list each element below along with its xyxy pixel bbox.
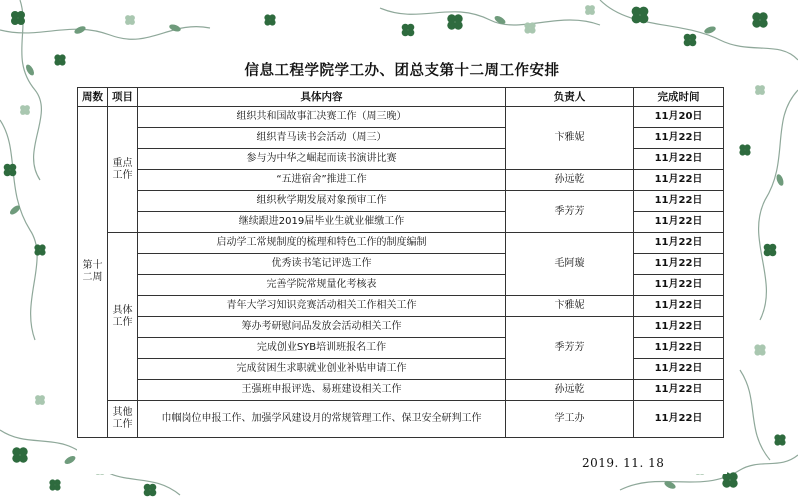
schedule-table: [77, 87, 724, 438]
content-cell: “五进宿舍”推进工作: [138, 170, 506, 191]
person-cell: 季芳芳: [506, 317, 634, 380]
date-cell: 11月22日: [634, 275, 724, 296]
table-row: [78, 233, 724, 254]
person-cell: 孙远乾: [506, 170, 634, 191]
content-cell: 筹办考研慰问品发放会活动相关工作: [138, 317, 506, 338]
schedule-sheet: [77, 54, 727, 474]
group-name: 重点工作: [108, 107, 138, 233]
date-cell: 11月22日: [634, 128, 724, 149]
header-item: 项目: [108, 88, 138, 107]
table-row: [78, 317, 724, 338]
table-row: [78, 107, 724, 128]
group-name: 其他工作: [108, 401, 138, 438]
content-cell: 组织共和国故事汇决赛工作（周三晚）: [138, 107, 506, 128]
date-cell: 11月22日: [634, 170, 724, 191]
content-cell: 继续跟进2019届毕业生就业催缴工作: [138, 212, 506, 233]
content-cell: 组织青马读书会活动（周三）: [138, 128, 506, 149]
table-row: [78, 296, 724, 317]
content-cell: 青年大学习知识竞赛活动相关工作相关工作: [138, 296, 506, 317]
table-row: [78, 191, 724, 212]
person-cell: 卞雅妮: [506, 296, 634, 317]
person-cell: 学工办: [506, 401, 634, 438]
date-cell: 11月22日: [634, 212, 724, 233]
date-cell: 11月22日: [634, 191, 724, 212]
date-cell: 11月22日: [634, 233, 724, 254]
person-cell: 卞雅妮: [506, 107, 634, 170]
date-cell: 11月22日: [634, 338, 724, 359]
group-name: 具体工作: [108, 233, 138, 401]
content-cell: 优秀读书笔记评选工作: [138, 254, 506, 275]
header-content: 具体内容: [138, 88, 506, 107]
person-cell: 孙远乾: [506, 380, 634, 401]
table-row: [78, 170, 724, 191]
date-cell: 11月22日: [634, 401, 724, 438]
content-cell: 启动学工常规制度的梳理和特色工作的制度编制: [138, 233, 506, 254]
person-cell: 季芳芳: [506, 191, 634, 233]
date-cell: 11月22日: [634, 380, 724, 401]
table-header-row: [78, 88, 724, 107]
table-row: [78, 401, 724, 438]
week-cell: 第十二周: [78, 107, 108, 438]
date-cell: 11月20日: [634, 107, 724, 128]
date-cell: 11月22日: [634, 296, 724, 317]
content-cell: 完善学院常规量化考核表: [138, 275, 506, 296]
content-cell: 组织秋学期发展对象预审工作: [138, 191, 506, 212]
person-cell: 毛阿璇: [506, 233, 634, 296]
date-cell: 11月22日: [634, 317, 724, 338]
header-date: 完成时间: [634, 88, 724, 107]
content-cell: 完成创业SYB培训班报名工作: [138, 338, 506, 359]
header-person: 负责人: [506, 88, 634, 107]
content-cell: 王强班申报评选、易班建设相关工作: [138, 380, 506, 401]
content-cell: 完成贫困生求职就业创业补贴申请工作: [138, 359, 506, 380]
header-week: 周数: [78, 88, 108, 107]
date-cell: 11月22日: [634, 254, 724, 275]
content-cell: 巾帼岗位申报工作、加强学风建设月的常规管理工作、保卫安全研判工作: [138, 401, 506, 438]
table-row: [78, 380, 724, 401]
date-cell: 11月22日: [634, 149, 724, 170]
date-cell: 11月22日: [634, 359, 724, 380]
document-title: 信息工程学院学工办、团总支第十二周工作安排: [244, 63, 560, 79]
document-date: 2019. 11. 18: [582, 456, 665, 470]
content-cell: 参与为中华之崛起而读书演讲比赛: [138, 149, 506, 170]
